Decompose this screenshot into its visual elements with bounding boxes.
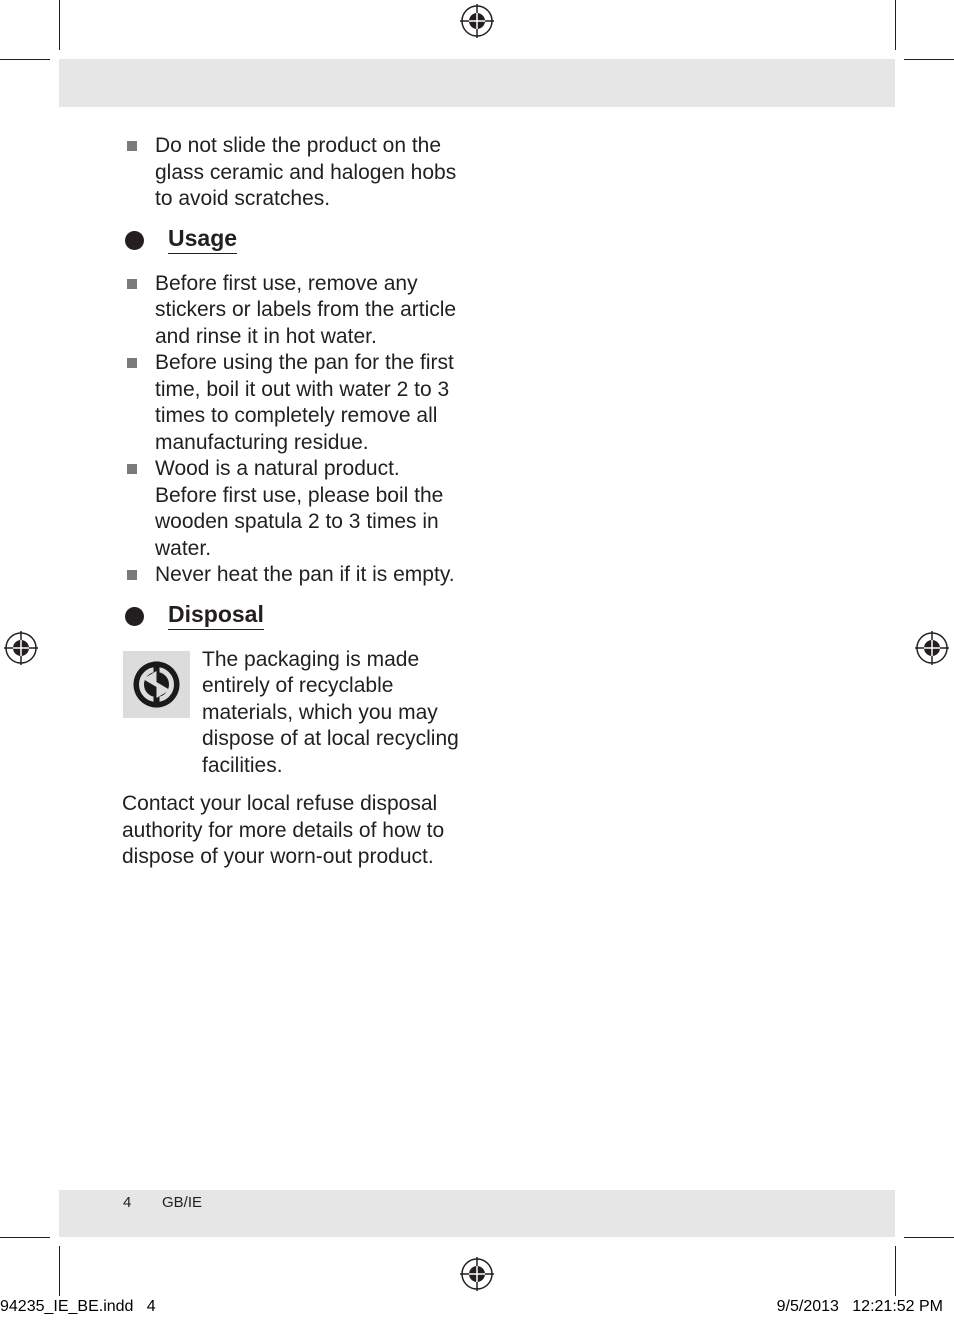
header-band — [59, 59, 895, 107]
crop-mark-bottom-left — [59, 1246, 60, 1296]
crop-mark-top-right — [895, 0, 896, 50]
packaging-info — [122, 647, 467, 780]
registration-mark-left-icon — [4, 631, 38, 665]
registration-mark-top-icon — [460, 4, 494, 38]
main-content — [122, 133, 467, 871]
list-item — [122, 271, 467, 351]
square-bullet-icon — [127, 464, 137, 474]
datetime-slug: 9/5/2013 12:21:52 PM — [776, 1298, 943, 1315]
contact-text: Contact your local refuse disposal authority for more details of how to dispose of your worn-out product. — [122, 792, 445, 868]
usage-heading — [122, 224, 467, 258]
crop-mark-top-right-h — [904, 59, 954, 60]
section-title: Disposal — [168, 600, 264, 630]
round-bullet-icon — [125, 231, 144, 250]
bullet-text: Before using the pan for the first time, boil it out with water 2 to 3 times to completely remove all manufacturing residue. — [155, 351, 454, 454]
list-item — [122, 562, 467, 589]
crop-mark-bottom-left-h — [0, 1237, 50, 1238]
crop-mark-top-left — [59, 0, 60, 50]
bullet-text: Wood is a natural product. Before first use, please boil the wooden spatula 2 to 3 times in water. — [155, 457, 444, 560]
registration-mark-right-icon — [915, 631, 949, 665]
crop-mark-bottom-right-h — [904, 1237, 954, 1238]
section-title: Usage — [168, 224, 237, 254]
list-item — [122, 350, 467, 456]
list-item — [122, 133, 467, 213]
crop-mark-bottom-right — [895, 1246, 896, 1296]
registration-mark-bottom-icon — [460, 1257, 494, 1291]
square-bullet-icon — [127, 570, 137, 580]
packaging-text: The packaging is made entirely of recyclable materials, which you may dispose of at local recycling facilities. — [202, 647, 459, 777]
file-slug: 94235_IE_BE.indd 4 — [0, 1298, 156, 1315]
square-bullet-icon — [127, 279, 137, 289]
bullet-text: Do not slide the product on the glass ceramic and halogen hobs to avoid scratches. — [155, 134, 457, 210]
recycle-green-dot-icon — [123, 651, 190, 718]
round-bullet-icon — [125, 607, 144, 626]
crop-mark-top-left-h — [0, 59, 50, 60]
page-number: 4 — [123, 1194, 132, 1211]
square-bullet-icon — [127, 358, 137, 368]
disposal-heading — [122, 600, 467, 634]
language-code: GB/IE — [162, 1194, 203, 1211]
list-item — [122, 456, 467, 562]
bullet-text: Never heat the pan if it is empty. — [155, 563, 455, 586]
square-bullet-icon — [127, 141, 137, 151]
bullet-text: Before first use, remove any stickers or labels from the article and rinse it in hot water. — [155, 271, 457, 348]
